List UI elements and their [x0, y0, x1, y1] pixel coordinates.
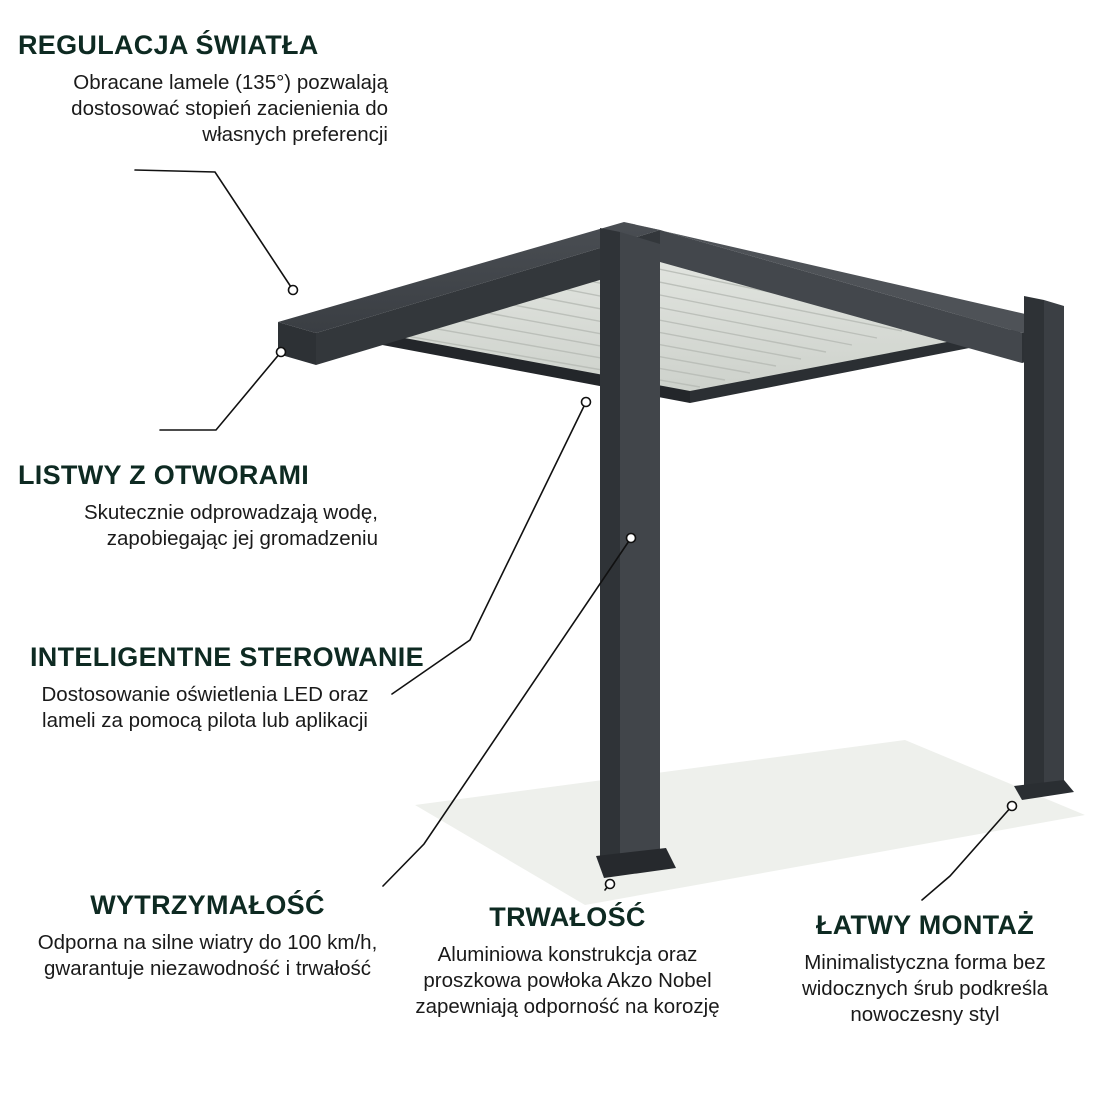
callout-body: Skutecznie odprowadzają wodę, zapobiegając jej gromadzeniu [83, 500, 378, 550]
callout-title: REGULACJA ŚWIATŁA [18, 30, 319, 60]
callout-body: Aluminiowa konstrukcja oraz proszkowa powłoka Akzo Nobel zapewniają odporność na korozję [415, 942, 720, 1019]
callout-smart-control [30, 640, 424, 734]
ground-shadow [415, 740, 1085, 905]
callout-easy-mounting [760, 908, 1090, 1028]
callout-title: WYTRZYMAŁOŚĆ [90, 890, 325, 920]
callout-light-regulation [18, 28, 388, 148]
callout-strength [30, 888, 385, 982]
callout-durability [395, 900, 740, 1020]
callout-body: Minimalistyczna forma bez widocznych śrub podkreśla nowoczesny styl [801, 950, 1049, 1027]
callout-body: Obracane lamele (135°) pozwalają dostosować stopień zacienienia do własnych preferencji [71, 70, 388, 147]
callout-title: TRWAŁOŚĆ [489, 902, 646, 932]
callout-body: Dostosowanie oświetlenia LED oraz lameli za pomocą pilota lub aplikacji [41, 682, 369, 732]
post-back-right [1014, 296, 1074, 800]
callout-title: ŁATWY MONTAŻ [815, 910, 1035, 940]
callout-title: INTELIGENTNE STEROWANIE [30, 642, 424, 672]
callout-title: LISTWY Z OTWORAMI [18, 460, 310, 490]
callout-body: Odporna na silne wiatry do 100 km/h, gwarantuje niezawodność i trwałość [37, 930, 378, 980]
callout-slats-with-holes [18, 458, 378, 552]
